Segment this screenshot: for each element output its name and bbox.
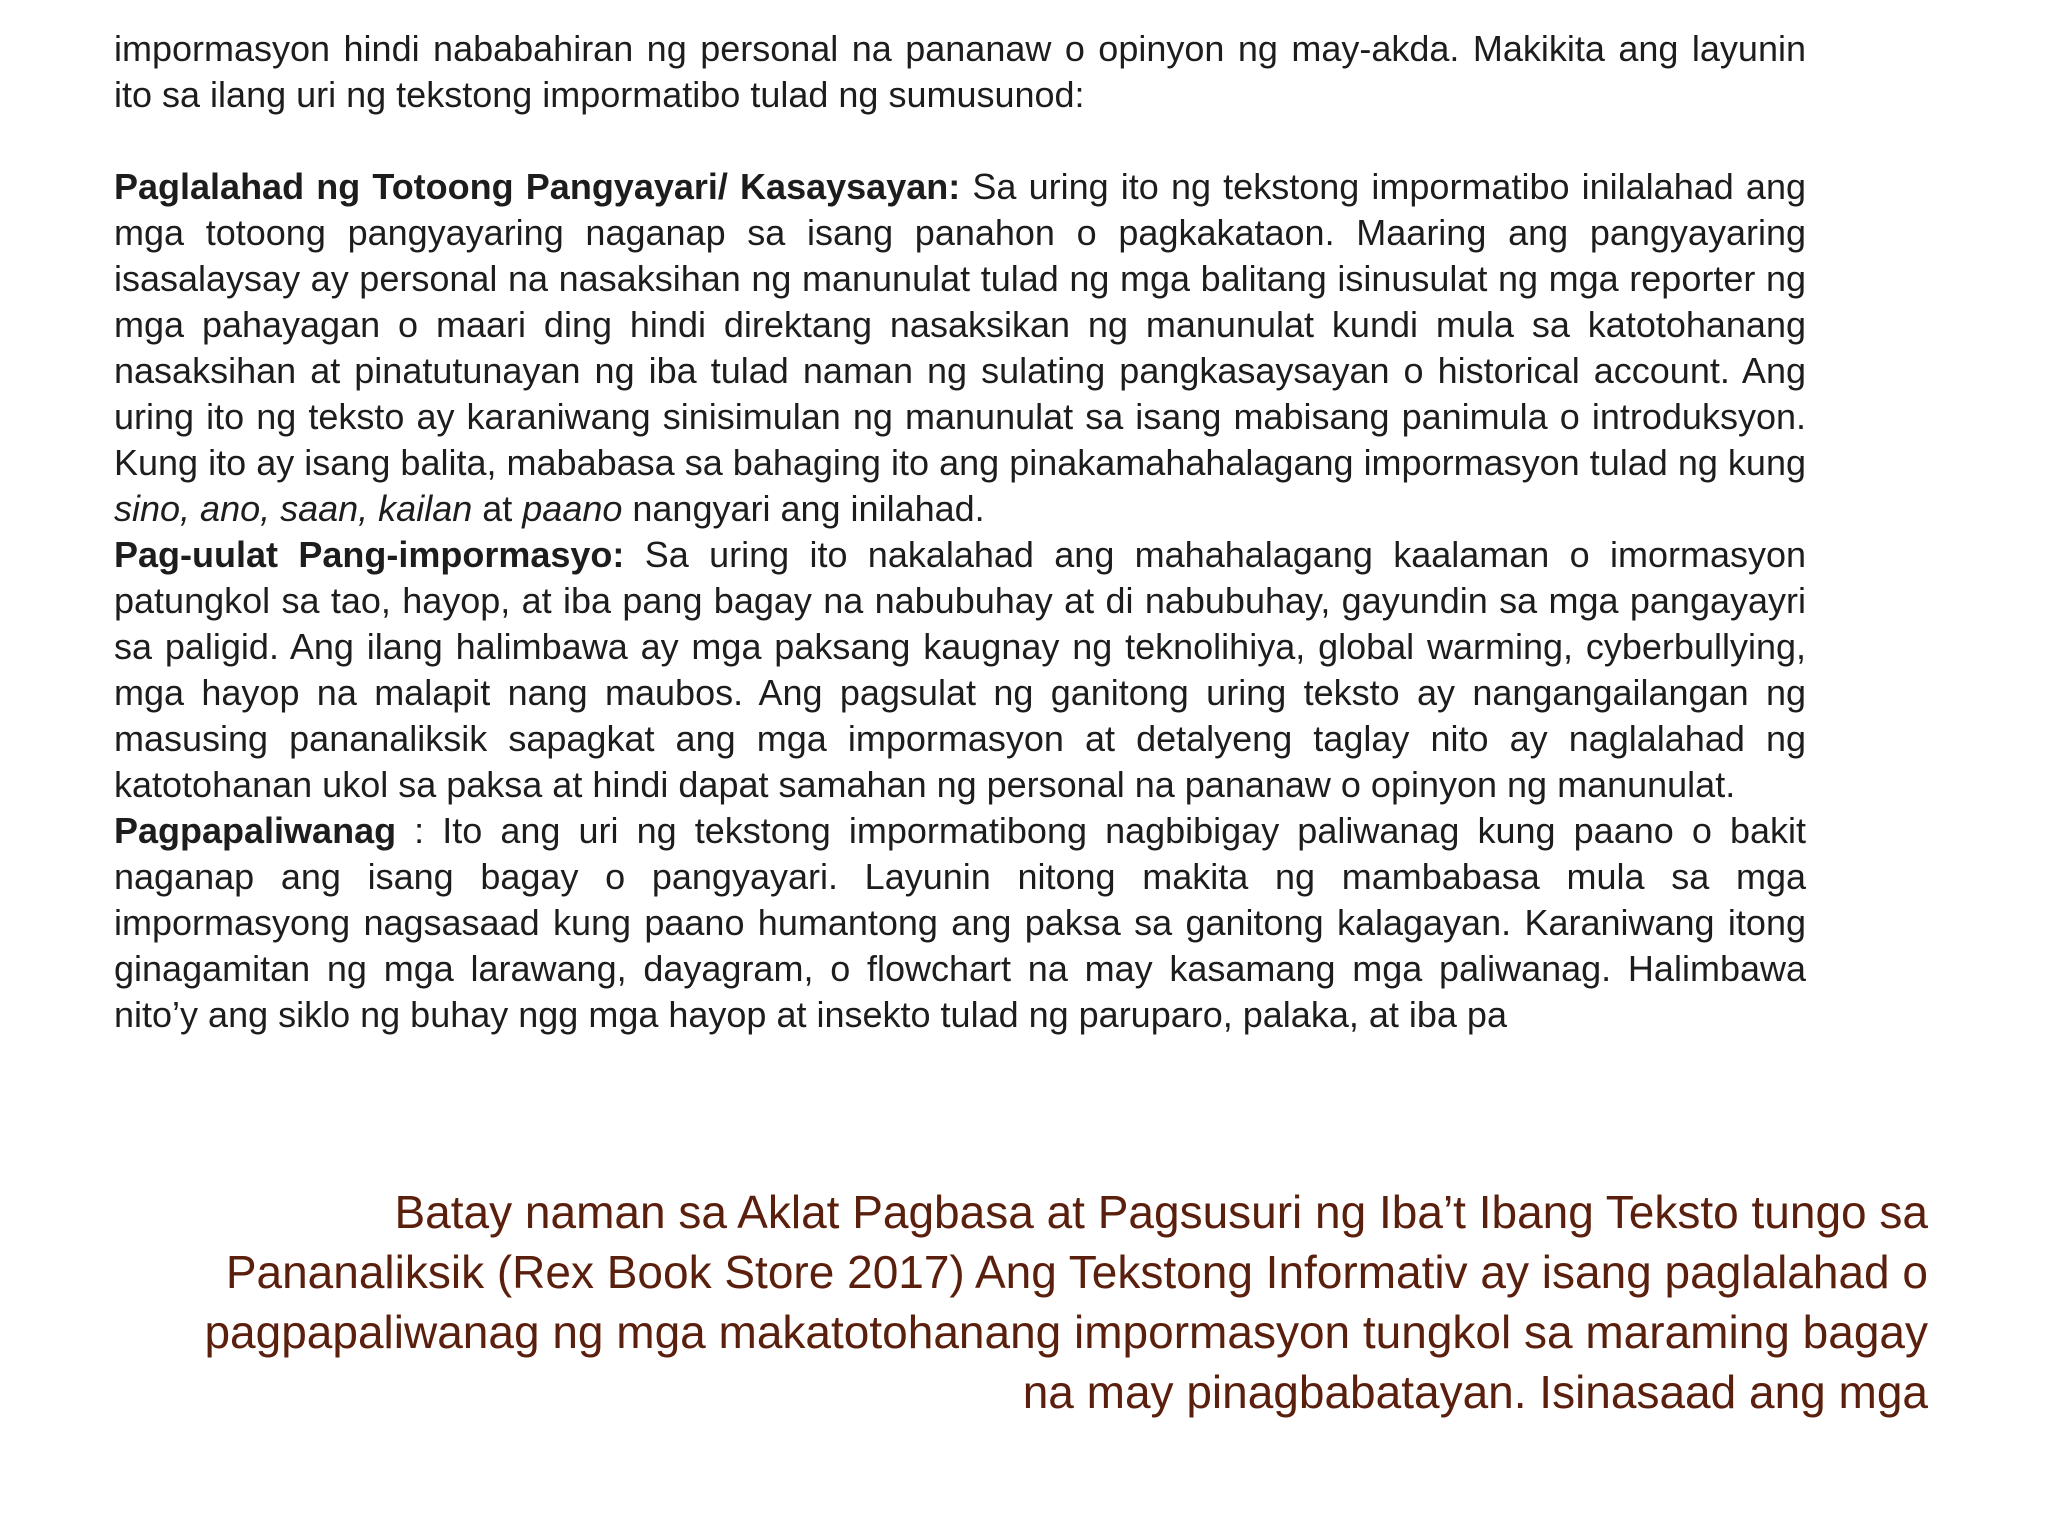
source-note: Batay naman sa Aklat Pagbasa at Pagsusuri ng Iba’t Ibang Teksto tungo sa Pananaliksik (Rex Book Store 2017) Ang Tekstong Informativ ay isang paglalahad o pagpapaliwanag ng mga makatotohanang impormasyon tungkol sa maraming bagay na may pinagbabatayan. Isinasaad ang mga (204, 1186, 1928, 1418)
section-heading: Paglalahad ng Totoong Pangyayari/ Kasaysayan: (114, 166, 961, 207)
italic-paano: paano (522, 488, 623, 529)
section-heading: Pag-uulat Pang-impormasyo: (114, 534, 625, 575)
section-body: : Ito ang uri ng tekstong impormatibong nagbibigay paliwanag kung paano o bakit naganap ang isang bagay o pangyayari. Layunin nitong makita ng mambabasa mula sa mga impormasyong nagsasaad kung paano humantong ang paksa sa ganitong kalagayan. Karaniwang itong ginagamitan ng mga larawang, dayagram, o flowchart na may kasamang mga paliwanag. Halimbawa nito’y ang siklo ng buhay ngg mga hayop at insekto tulad ng paruparo, palaka, at iba pa (114, 810, 1806, 1035)
section-body-connector: at (472, 488, 523, 529)
document-body (114, 26, 1806, 1038)
section-body-end: nangyari ang inilahad. (622, 488, 985, 529)
section-body: Sa uring ito ng tekstong impormatibo inilalahad ang mga totoong pangyayaring naganap sa isang panahon o pagkakataon. Maaring ang pangyayaring isasalaysay ay personal na nasaksihan ng manunulat tulad ng mga balitang isinusulat ng mga reporter ng mga pahayagan o maari ding hindi direktang nasaksikan ng manunulat kundi mula sa katotohanang nasaksihan at pinatutunayan ng iba tulad naman ng sulating pangkasaysayan o historical account. Ang uring ito ng teksto ay karaniwang sinisimulan ng manunulat sa isang mabisang panimula o introduksyon. Kung ito ay isang balita, mababasa sa bahaging ito ang pinakamahahalagang impormasyon tulad ng kung (114, 166, 1806, 483)
section-pag-uulat (114, 532, 1806, 808)
intro-paragraph: impormasyon hindi nababahiran ng personal na pananaw o opinyon ng may-akda. Makikita ang layunin ito sa ilang uri ng tekstong impormatibo tulad ng sumusunod: (114, 28, 1806, 115)
paragraph-spacer (114, 118, 1806, 164)
section-body: Sa uring ito nakalahad ang mahahalagang kaalaman o imormasyon patungkol sa tao, hayop, at iba pang bagay na nabubuhay at di nabubuhay, gayundin sa mga pangayayri sa paligid. Ang ilang halimbawa ay mga paksang kaugnay ng teknolihiya, global warming, cyberbullying, mga hayop na malapit nang maubos. Ang pagsulat ng ganitong uring teksto ay nangangailangan ng masusing pananaliksik sapagkat ang mga impormasyon at detalyeng taglay nito ay naglalahad ng katotohanan ukol sa paksa at hindi dapat samahan ng personal na pananaw o opinyon ng manunulat. (114, 534, 1807, 805)
section-paglalahad (114, 164, 1806, 532)
italic-question-words: sino, ano, saan, kailan (114, 488, 473, 529)
section-pagpapaliwanag (114, 808, 1806, 1038)
section-heading: Pagpapaliwanag (114, 810, 397, 851)
